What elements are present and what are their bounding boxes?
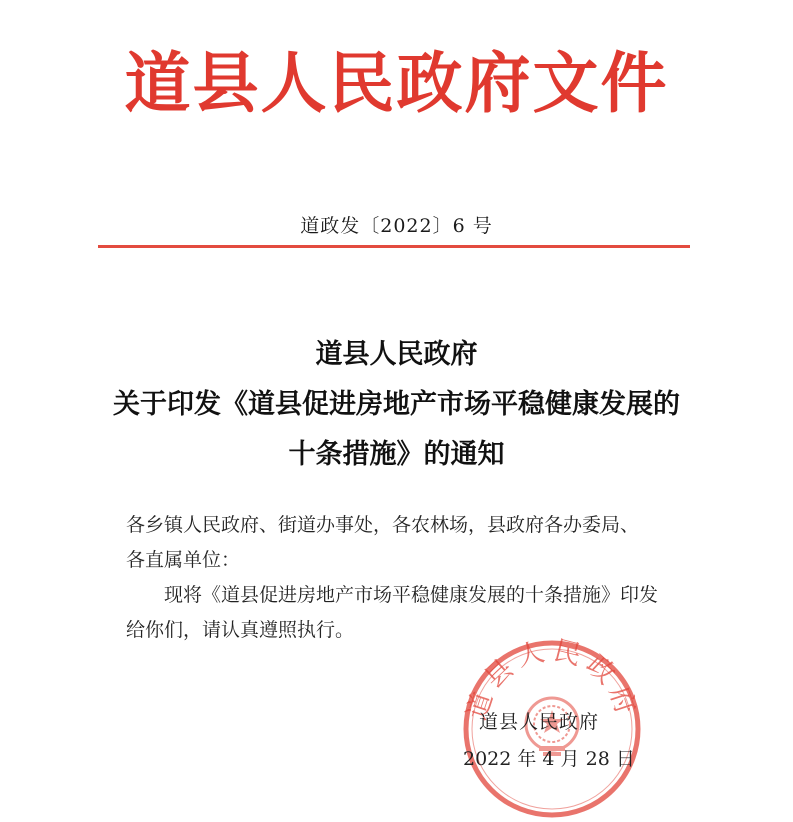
paragraph-line-2: 给你们，请认真遵照执行。 — [126, 619, 355, 641]
recipients-line-1: 各乡镇人民政府、街道办事处，各农林场，县政府各办委局、 — [126, 514, 640, 536]
notice-title-line-2: 关于印发《道县促进房地产市场平稳健康发展的 — [113, 389, 680, 420]
notice-title — [0, 330, 793, 480]
document-number: 道政发〔2022〕6 号 — [300, 215, 493, 237]
seal-text: 道县人民政府 — [461, 636, 643, 724]
red-divider-line — [98, 245, 690, 248]
notice-body — [126, 508, 696, 648]
paragraph-line-1: 现将《道县促进房地产市场平稳健康发展的十条措施》印发 — [164, 584, 659, 606]
issue-date: 2022 年 4 月 28 日 — [463, 748, 635, 770]
document-header-title: 道县人民政府文件 — [124, 44, 669, 122]
recipients-line-2: 各直属单位： — [126, 549, 241, 571]
issuer-signature: 道县人民政府 — [479, 711, 600, 733]
notice-title-line-1: 道县人民政府 — [315, 339, 478, 370]
notice-title-line-3: 十条措施》的通知 — [288, 439, 505, 470]
